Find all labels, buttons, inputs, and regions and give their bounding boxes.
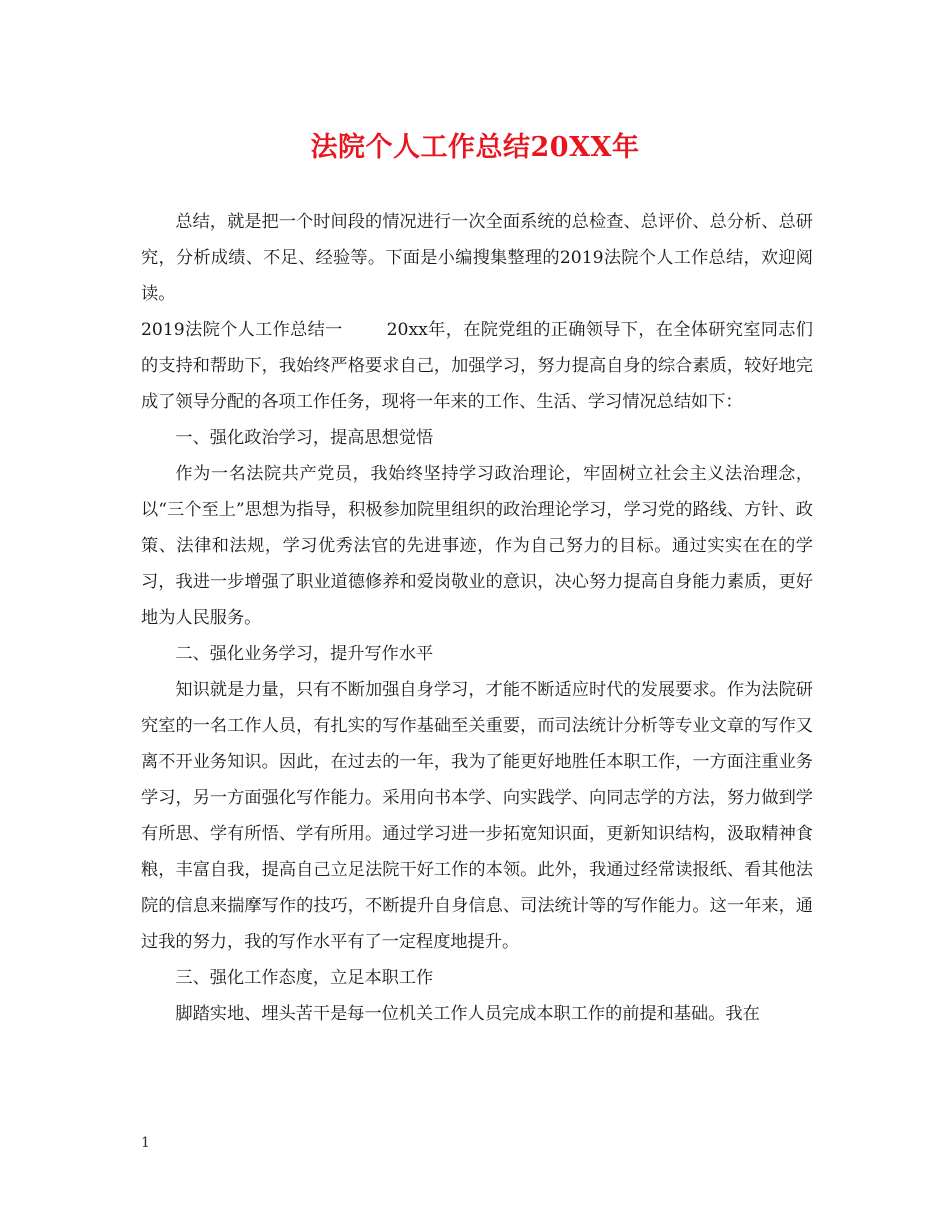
intro-paragraph: 总结，就是把一个时间段的情况进行一次全面系统的总检查、总评价、总分析、总研究，分析成绩、不足、经验等。下面是小编搜集整理的2019法院个人工作总结，欢迎阅读。 — [141, 212, 813, 304]
heading-political-study: 一、强化政治学习，提高思想觉悟 — [175, 428, 434, 448]
document-body — [141, 204, 813, 1032]
heading-business-study: 二、强化业务学习，提升写作水平 — [175, 644, 434, 664]
paragraph-business-study: 知识就是力量，只有不断加强自身学习，才能不断适应时代的发展要求。作为法院研究室的一名工作人员，有扎实的写作基础至关重要，而司法统计分析等专业文章的写作又离不开业务知识。因此，在过去的一年，我为了能更好地胜任本职工作，一方面注重业务学习，另一方面强化写作能力。采用向书本学、向实践学、向同志学的方法，努力做到学有所思、学有所悟、学有所用。通过学习进一步拓宽知识面，更新知识结构，汲取精神食粮，丰富自我，提高自己立足法院干好工作的本领。此外，我通过经常读报纸、看其他法院的信息来揣摩写作的技巧，不断提升自身信息、司法统计等的写作能力。这一年来，通过我的努力，我的写作水平有了一定程度地提升。 — [141, 680, 813, 952]
section-opening-text: 20xx年，在院党组的正确领导下，在全体研究室同志们的支持和帮助下，我始终严格要求自己，加强学习，努力提高自身的综合素质，较好地完成了领导分配的各项工作任务，现将一年来的工作、生活、学习情况总结如下： — [141, 320, 813, 412]
page-number: 1 — [141, 1135, 150, 1151]
section-label: 2019法院个人工作总结一 — [141, 320, 343, 340]
paragraph-work-attitude: 脚踏实地、埋头苦干是每一位机关工作人员完成本职工作的前提和基础。我在 — [175, 1004, 760, 1024]
heading-work-attitude: 三、强化工作态度，立足本职工作 — [175, 968, 434, 988]
paragraph-political-study: 作为一名法院共产党员，我始终坚持学习政治理论，牢固树立社会主义法治理念，以“三个至上”思想为指导，积极参加院里组织的政治理论学习，学习党的路线、方针、政策、法律和法规，学习优秀法官的先进事迹，作为自己努力的目标。通过实实在在的学习，我进一步增强了职业道德修养和爱岗敬业的意识，决心努力提高自身能力素质，更好地为人民服务。 — [141, 464, 813, 628]
section-opening-paragraph — [141, 312, 813, 420]
document-title: 法院个人工作总结20XX年 — [310, 132, 640, 163]
